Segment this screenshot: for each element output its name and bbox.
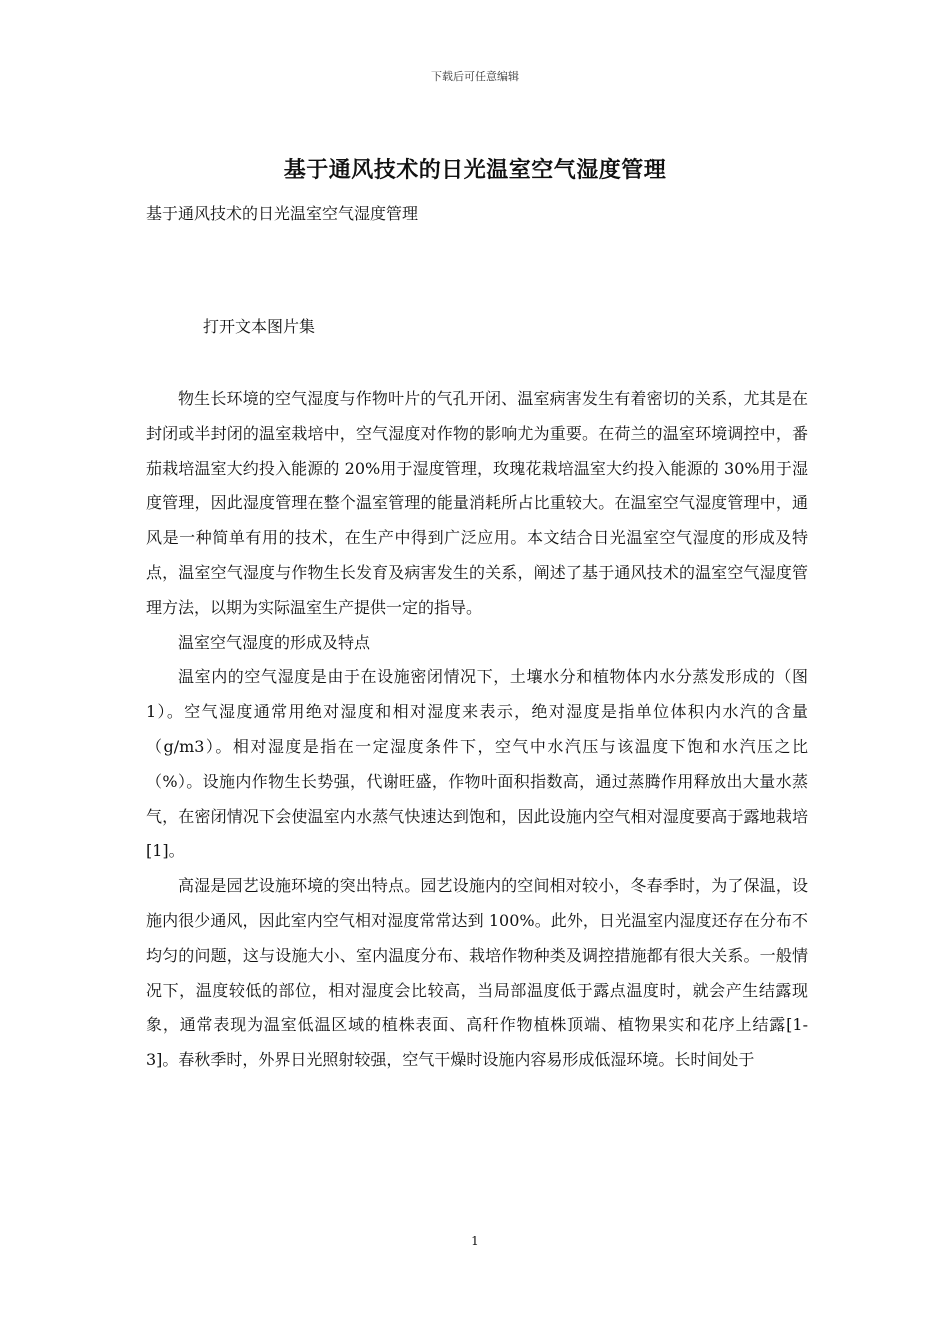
page-number: 1 <box>471 1234 479 1248</box>
document-title: 基于通风技术的日光温室空气湿度管理 <box>283 157 667 183</box>
body-text <box>146 382 808 1078</box>
header-note: 下载后可任意编辑 <box>431 70 519 83</box>
paragraph: 物生长环境的空气湿度与作物叶片的气孔开闭、温室病害发生有着密切的关系，尤其是在封闭或半封闭的温室栽培中，空气湿度对作物的影响尤为重要。在荷兰的温室环境调控中，番茄栽培温室大约投入能源的 20%用于湿度管理，玫瑰花栽培温室大约投入能源的 30%用于湿度管理，因此湿度管理在整个温室管理的能量消耗所占比重较大。在温室空气湿度管理中，通风是一种简单有用的技术，在生产中得到广泛应用。本文结合日光温室空气湿度的形成及特点，温室空气湿度与作物生长发育及病害发生的关系，阐述了基于通风技术的温室空气湿度管理方法，以期为实际温室生产提供一定的指导。 <box>146 389 808 617</box>
paragraph: 温室内的空气湿度是由于在设施密闭情况下，土壤水分和植物体内水分蒸发形成的（图 1）。空气湿度通常用绝对湿度和相对湿度来表示，绝对湿度是指单位体积内水汽的含量（g/m3）。相对湿度是指在一定湿度条件下，空气中水汽压与该温度下饱和水汽压之比（%）。设施内作物生长势强，代谢旺盛，作物叶面积指数高，通过蒸腾作用释放出大量水蒸气，在密闭情况下会使温室内水蒸气快速达到饱和，因此设施内空气相对湿度要高于露地栽培[1]。 <box>146 667 808 861</box>
section-heading: 温室空气湿度的形成及特点 <box>178 632 371 652</box>
open-gallery-text: 打开文本图片集 <box>203 317 316 336</box>
paragraph: 高湿是园艺设施环境的突出特点。园艺设施内的空间相对较小，冬春季时，为了保温，设施内很少通风，因此室内空气相对湿度常常达到 100%。此外，日光温室内湿度还存在分布不均匀的问题，这与设施大小、室内温度分布、栽培作物种类及调控措施都有很大关系。一般情况下，温度较低的部位，相对湿度会比较高，当局部温度低于露点温度时，就会产生结露现象，通常表现为温室低温区域的植株表面、高秆作物植株顶端、植物果实和花序上结露[1-3]。春秋季时，外界日光照射较强，空气干燥时设施内容易形成低湿环境。长时间处于 <box>146 876 808 1070</box>
document-subtitle: 基于通风技术的日光温室空气湿度管理 <box>146 204 419 223</box>
